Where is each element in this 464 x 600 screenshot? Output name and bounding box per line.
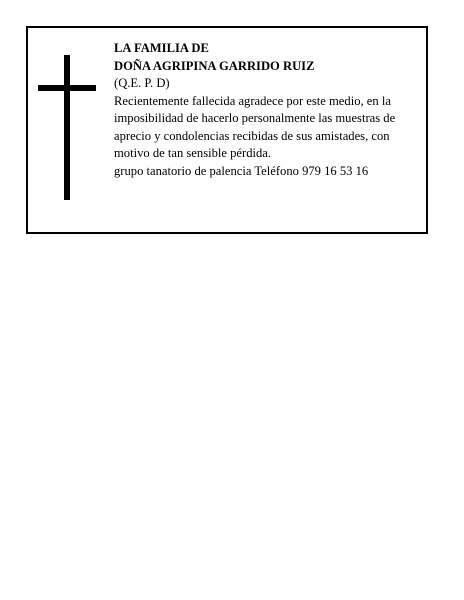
notice-message: Recientemente fallecida agradece por este medio, en la imposibilidad de hacerlo personalmente las muestras de aprecio y condolencias recibidas de sus amistades, con motivo de tan sensible pérdida. — [114, 93, 396, 160]
notice-heading-name: DOÑA AGRIPINA GARRIDO RUIZ — [114, 58, 315, 73]
notice-text — [114, 40, 422, 180]
cross-vertical-bar — [64, 55, 70, 200]
notice-qepd: (Q.E. P. D) — [114, 76, 170, 90]
notice-heading-family: LA FAMILIA DE — [114, 41, 209, 55]
notice-contact: grupo tanatorio de palencia Teléfono 979 16 53 16 — [114, 163, 369, 178]
obituary-notice — [26, 26, 428, 234]
cross-icon — [38, 55, 96, 200]
cross-horizontal-bar — [38, 85, 96, 91]
